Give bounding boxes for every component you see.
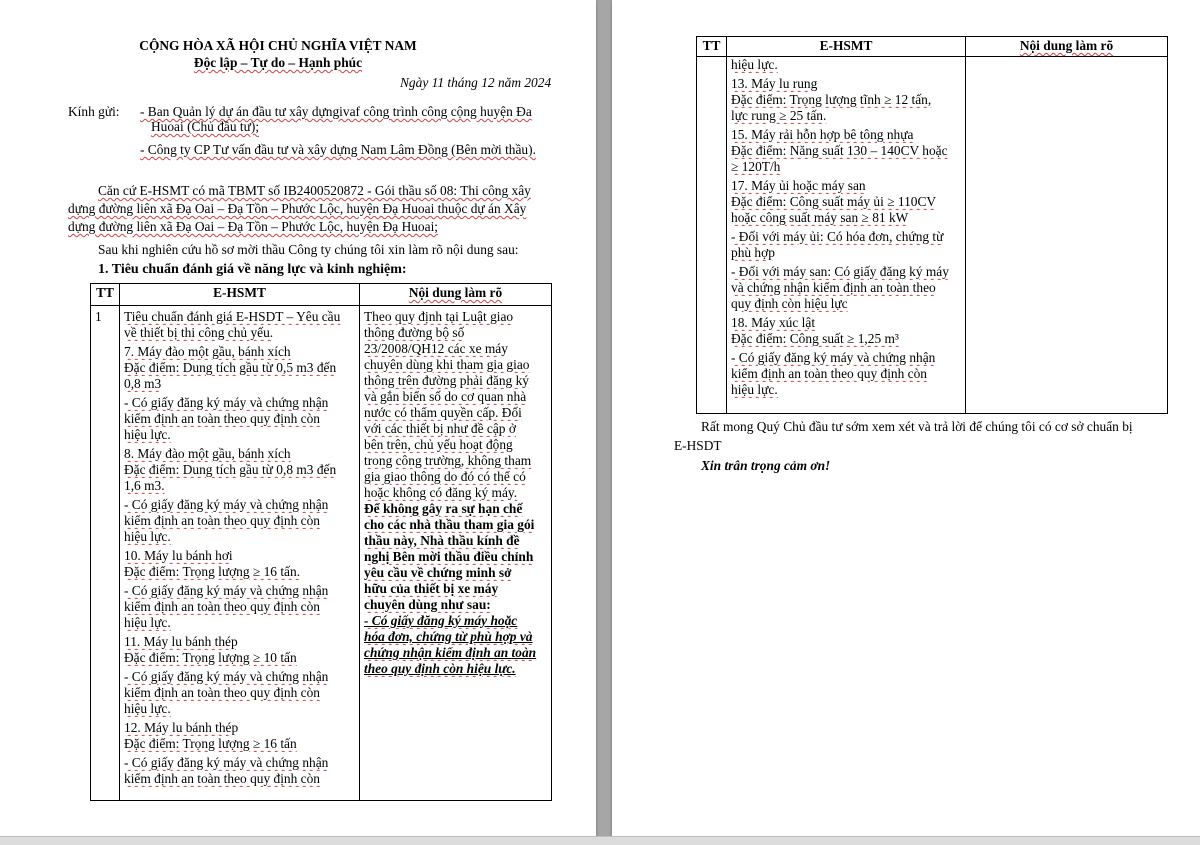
ehsmt-line: hoặc công suất máy san ≥ 81 kW [731, 210, 909, 225]
ehsmt-line: Đặc điểm: Trọng lượng ≥ 16 tấn [124, 736, 297, 751]
recipient-line-3: - Công ty CP Tư vấn đầu tư và xây dựng Nam Lâm Đồng (Bên mời thầu). [140, 142, 536, 157]
clarify-line: 23/2008/QH12 các xe máy [364, 341, 508, 356]
ehsmt-line: 11. Máy lu bánh thép [124, 634, 238, 649]
clarify-line-bold: yêu cầu về chứng minh sở [364, 565, 512, 580]
clarify-line: nước có thẩm quyền cấp. Đối [364, 405, 522, 420]
clarify-line: thông trên đường phải đăng ký [364, 373, 529, 388]
ehsmt-line: - Có giấy đăng ký máy và chứng nhận [124, 583, 329, 598]
clarify-line-bold: chuyên dùng như sau: [364, 597, 491, 612]
clarify-line: thông đường bộ số [364, 325, 465, 340]
document-page-1: CỘNG HÒA XÃ HỘI CHỦ NGHĨA VIỆT NAM Độc lập – Tự do – Hạnh phúc Ngày 11 tháng 12 năm 2024 Kính gửi: - Ban Quản lý dự án đầu tư xây dựngivaf công trình công cộng huyện Đa Huoai (Chủ đầu tư); - Công ty CP Tư vấn đầu tư và xây dựng Nam Lâm Đồng (Bên mời thầu). Căn cứ E-HSMT có mã TBMT số IB2400520872 - Gói thầu số 08: Thi công xây dựng đường liên xã Đạ Oai – Đạ Tồn – Phước Lộc, huyện Đạ Huoai thuộc dự án Xây dựng đường liên xã Đạ Oai – Đạ Tồn – Phước Lộc, huyện Đạ Huoai; Sau khi nghiên cứu hồ sơ mời thầu Công ty chúng tôi xin làm rõ nội dung sau: 1. Tiêu chuẩn đánh giá về năng lực và kinh nghiệm: TT E-HSMT Nội dung làm rõ 1 Tiêu chuẩn đánh giá E-HSDT – Yêu cầu về thiết bị thi công chủ yếu. 7. Máy đào một gầu, bánh xích Đặc điểm: Dung tích gầu từ 0,5 m3 đến 0,8 m3 - Có giấy đăng ký máy và chứng nhận kiểm định an toàn theo quy định còn hiệu lực. 8. Máy đào một gầu, bánh xích Đặc điểm: Dung tích gầu từ 0,8 m3 đến 1,6 m3. - Có giấy đăng ký máy và chứng nhận kiểm định an toàn theo quy định còn hiệu lực. 10. Máy lu bánh hơi Đặc điểm: Trọng lượng ≥ 16 tấn. - Có giấy đăng ký máy và chứng nhận kiểm định an toàn theo quy định còn hiệu lực. 11. Máy lu bánh thép Đặc điểm: Trọng lượng ≥ 10 tấn - Có giấy đăng ký máy và chứng nhận kiểm định an toàn theo quy định còn hiệu lực. 12. Máy lu bánh thép Đặc điểm: Trọng lượng ≥ 16 tấn - Có giấy đăng ký máy và chứng nhận kiểm định an toàn theo quy định còn Theo quy định tại Luật giao thông đường bộ số 23/2008/QH12 các xe máy chuyên dùng khi tham gia giao thông trên đường phải đăng ký và gắn biển số do cơ quan nhà nước có thẩm quyền cấp. Đối với các thiết bị như đề cập ở bên trên, chủ yếu hoạt động trong công trường, không tham gia giao thông do đó có thể có hoặc không có đăng ký máy. Để không gây ra sự hạn chế cho các nhà thầu tham gia gói thầu này, Nhà thầu kính đề nghị Bên mời thầu điều chỉnh yêu cầu về chứng minh sở hữu của thiết bị xe máy chuyên dùng như sau: - Có giấy đăng ký máy hoặc hóa đơn, chứng từ phù hợp và chứng nhận kiểm định an toàn theo quy định còn hiệu lực. [0, 0, 596, 836]
ehsmt-line: - Có giấy đăng ký máy và chứng nhận [124, 395, 329, 410]
clarify-line-proposal: hóa đơn, chứng từ phù hợp và [364, 629, 533, 644]
ehsmt-line: phù hợp [731, 245, 775, 260]
ehsmt-line: - Có giấy đăng ký máy và chứng nhận [731, 350, 936, 365]
recipient-line-2: Huoai (Chủ đầu tư); [151, 119, 260, 134]
header-ehsmt: E-HSMT [727, 37, 966, 57]
ehsmt-line: - Đối với máy ủi: Có hóa đơn, chứng từ [731, 229, 944, 244]
closing-thanks: Xin trân trọng cảm ơn! [701, 458, 831, 473]
ehsmt-line: Tiêu chuẩn đánh giá E-HSDT – Yêu cầu [124, 309, 341, 324]
clarify-line: hoặc không có đăng ký máy. [364, 485, 518, 500]
clarify-line: với các thiết bị như đề cập ở [364, 421, 516, 436]
ehsmt-line: 0,8 m3 [124, 376, 162, 391]
ehsmt-line: Đặc điểm: Dung tích gầu từ 0,5 m3 đến [124, 360, 337, 375]
ehsmt-line: Đặc điểm: Trọng lượng ≥ 16 tấn. [124, 564, 301, 579]
ehsmt-line: Đặc điểm: Trọng lượng ≥ 10 tấn [124, 650, 297, 665]
ehsmt-line: lực rung ≥ 25 tấn. [731, 108, 827, 123]
ehsmt-line: hiệu lực. [731, 382, 778, 397]
ehsmt-line: và chứng nhận kiểm định an toàn theo [731, 280, 936, 295]
ehsmt-line: kiểm định an toàn theo quy định còn [124, 411, 320, 426]
clarification-table [90, 283, 552, 801]
ehsmt-line: kiểm định an toàn theo quy định còn [124, 599, 320, 614]
ehsmt-line: hiệu lực. [124, 427, 171, 442]
row-number-empty [697, 57, 727, 414]
clarify-line-proposal: theo quy định còn hiệu lực. [364, 661, 516, 676]
clarify-line-bold: Để không gây ra sự hạn chế [364, 501, 523, 516]
recipients-label: Kính gửi: [68, 104, 120, 119]
ehsmt-line: kiểm định an toàn theo quy định còn [731, 366, 927, 381]
ehsmt-line: Đặc điểm: Công suất máy ủi ≥ 110CV [731, 194, 937, 209]
document-date: Ngày 11 tháng 12 năm 2024 [400, 75, 552, 90]
ehsmt-line: 12. Máy lu bánh thép [124, 720, 239, 735]
ehsmt-line: kiểm định an toàn theo quy định còn [124, 771, 320, 786]
ehsmt-line: quy định còn hiệu lực [731, 296, 848, 311]
clarify-line: chuyên dùng khi tham gia giao [364, 357, 530, 372]
clarify-line-bold: hữu của thiết bị xe máy [364, 581, 499, 596]
section-heading-1: 1. Tiêu chuẩn đánh giá về năng lực và kinh nghiệm: [98, 262, 407, 277]
ehsmt-line: - Đối với máy san: Có giấy đăng ký máy [731, 264, 949, 279]
clarify-line-bold: cho các nhà thầu tham gia gói [364, 517, 535, 532]
clarify-line: trong công trường, không tham [364, 453, 532, 468]
ehsmt-line: hiệu lực. [731, 57, 778, 72]
motto: Độc lập – Tự do – Hạnh phúc [193, 55, 363, 70]
header-tt: TT [697, 37, 727, 57]
ehsmt-cell [727, 57, 966, 414]
header-clarify: Nội dung làm rõ [966, 37, 1168, 57]
intro-paragraph-2: Sau khi nghiên cứu hồ sơ mời thầu Công ty chúng tôi xin làm rõ nội dung sau: [98, 242, 519, 257]
ehsmt-line: kiểm định an toàn theo quy định còn [124, 513, 320, 528]
ehsmt-line: hiệu lực. [124, 529, 171, 544]
ehsmt-line: - Có giấy đăng ký máy và chứng nhận [124, 497, 329, 512]
document-page-2 [612, 0, 1200, 836]
ehsmt-line: Đặc điểm: Công suất ≥ 1,25 m³ [731, 331, 899, 346]
ehsmt-line: Đặc điểm: Năng suất 130 – 140CV hoặc [731, 143, 948, 158]
clarification-table-continued [696, 36, 1168, 414]
clarify-line-proposal: - Có giấy đăng ký máy hoặc [364, 613, 518, 628]
clarify-line-proposal: chứng nhận kiểm định an toàn [364, 645, 537, 660]
ehsmt-line: 1,6 m3. [124, 478, 165, 493]
clarify-line: Theo quy định tại Luật giao [364, 309, 514, 324]
ehsmt-line: Đặc điểm: Dung tích gầu từ 0,8 m3 đến [124, 462, 337, 477]
ehsmt-line: 7. Máy đào một gầu, bánh xích [124, 344, 291, 359]
ehsmt-line: 15. Máy rải hỗn hợp bê tông nhựa [731, 127, 914, 142]
ehsmt-cell [120, 306, 360, 801]
ehsmt-line: kiểm định an toàn theo quy định còn [124, 685, 320, 700]
clarify-line-bold: thầu này, Nhà thầu kính đề [364, 533, 520, 548]
closing-line-1: Rất mong Quý Chủ đầu tư sớm xem xét và trả lời để chúng tôi có cơ sở chuẩn bị [701, 419, 1133, 434]
ehsmt-line: 13. Máy lu rung [731, 76, 818, 91]
ehsmt-line: 18. Máy xúc lật [731, 315, 816, 330]
header-ehsmt: E-HSMT [120, 284, 360, 306]
ehsmt-line: về thiết bị thi công chủ yếu. [124, 325, 274, 340]
clarify-cell [360, 306, 552, 801]
ehsmt-line: ≥ 120T/h [731, 159, 781, 174]
clarify-line: và gắn biển số do cơ quan nhà [364, 389, 527, 404]
header-tt: TT [91, 284, 120, 306]
ehsmt-line: hiệu lực. [124, 615, 171, 630]
ehsmt-line: 17. Máy ủi hoặc máy san [731, 178, 866, 193]
row-number: 1 [91, 306, 120, 801]
clarify-line: gia giao thông do đó có thể có [364, 469, 526, 484]
ehsmt-line: 10. Máy lu bánh hơi [124, 548, 233, 563]
recipient-line-1: - Ban Quản lý dự án đầu tư xây dựngivaf công trình công cộng huyện Đa [140, 104, 532, 119]
ehsmt-line: 8. Máy đào một gầu, bánh xích [124, 446, 291, 461]
closing-line-2: E-HSDT [674, 438, 722, 453]
ehsmt-line: - Có giấy đăng ký máy và chứng nhận [124, 669, 329, 684]
national-title: CỘNG HÒA XÃ HỘI CHỦ NGHĨA VIỆT NAM [139, 38, 417, 53]
clarify-line-bold: nghị Bên mời thầu điều chỉnh [364, 549, 534, 564]
ehsmt-line: Đặc điểm: Trọng lượng tĩnh ≥ 12 tấn, [731, 92, 932, 107]
clarify-cell-empty [966, 57, 1168, 414]
ehsmt-line: - Có giấy đăng ký máy và chứng nhận [124, 755, 329, 770]
clarify-line: bên trên, chủ yếu hoạt động [364, 437, 513, 452]
ehsmt-line: hiệu lực. [124, 701, 171, 716]
header-clarify: Nội dung làm rõ [360, 284, 552, 306]
